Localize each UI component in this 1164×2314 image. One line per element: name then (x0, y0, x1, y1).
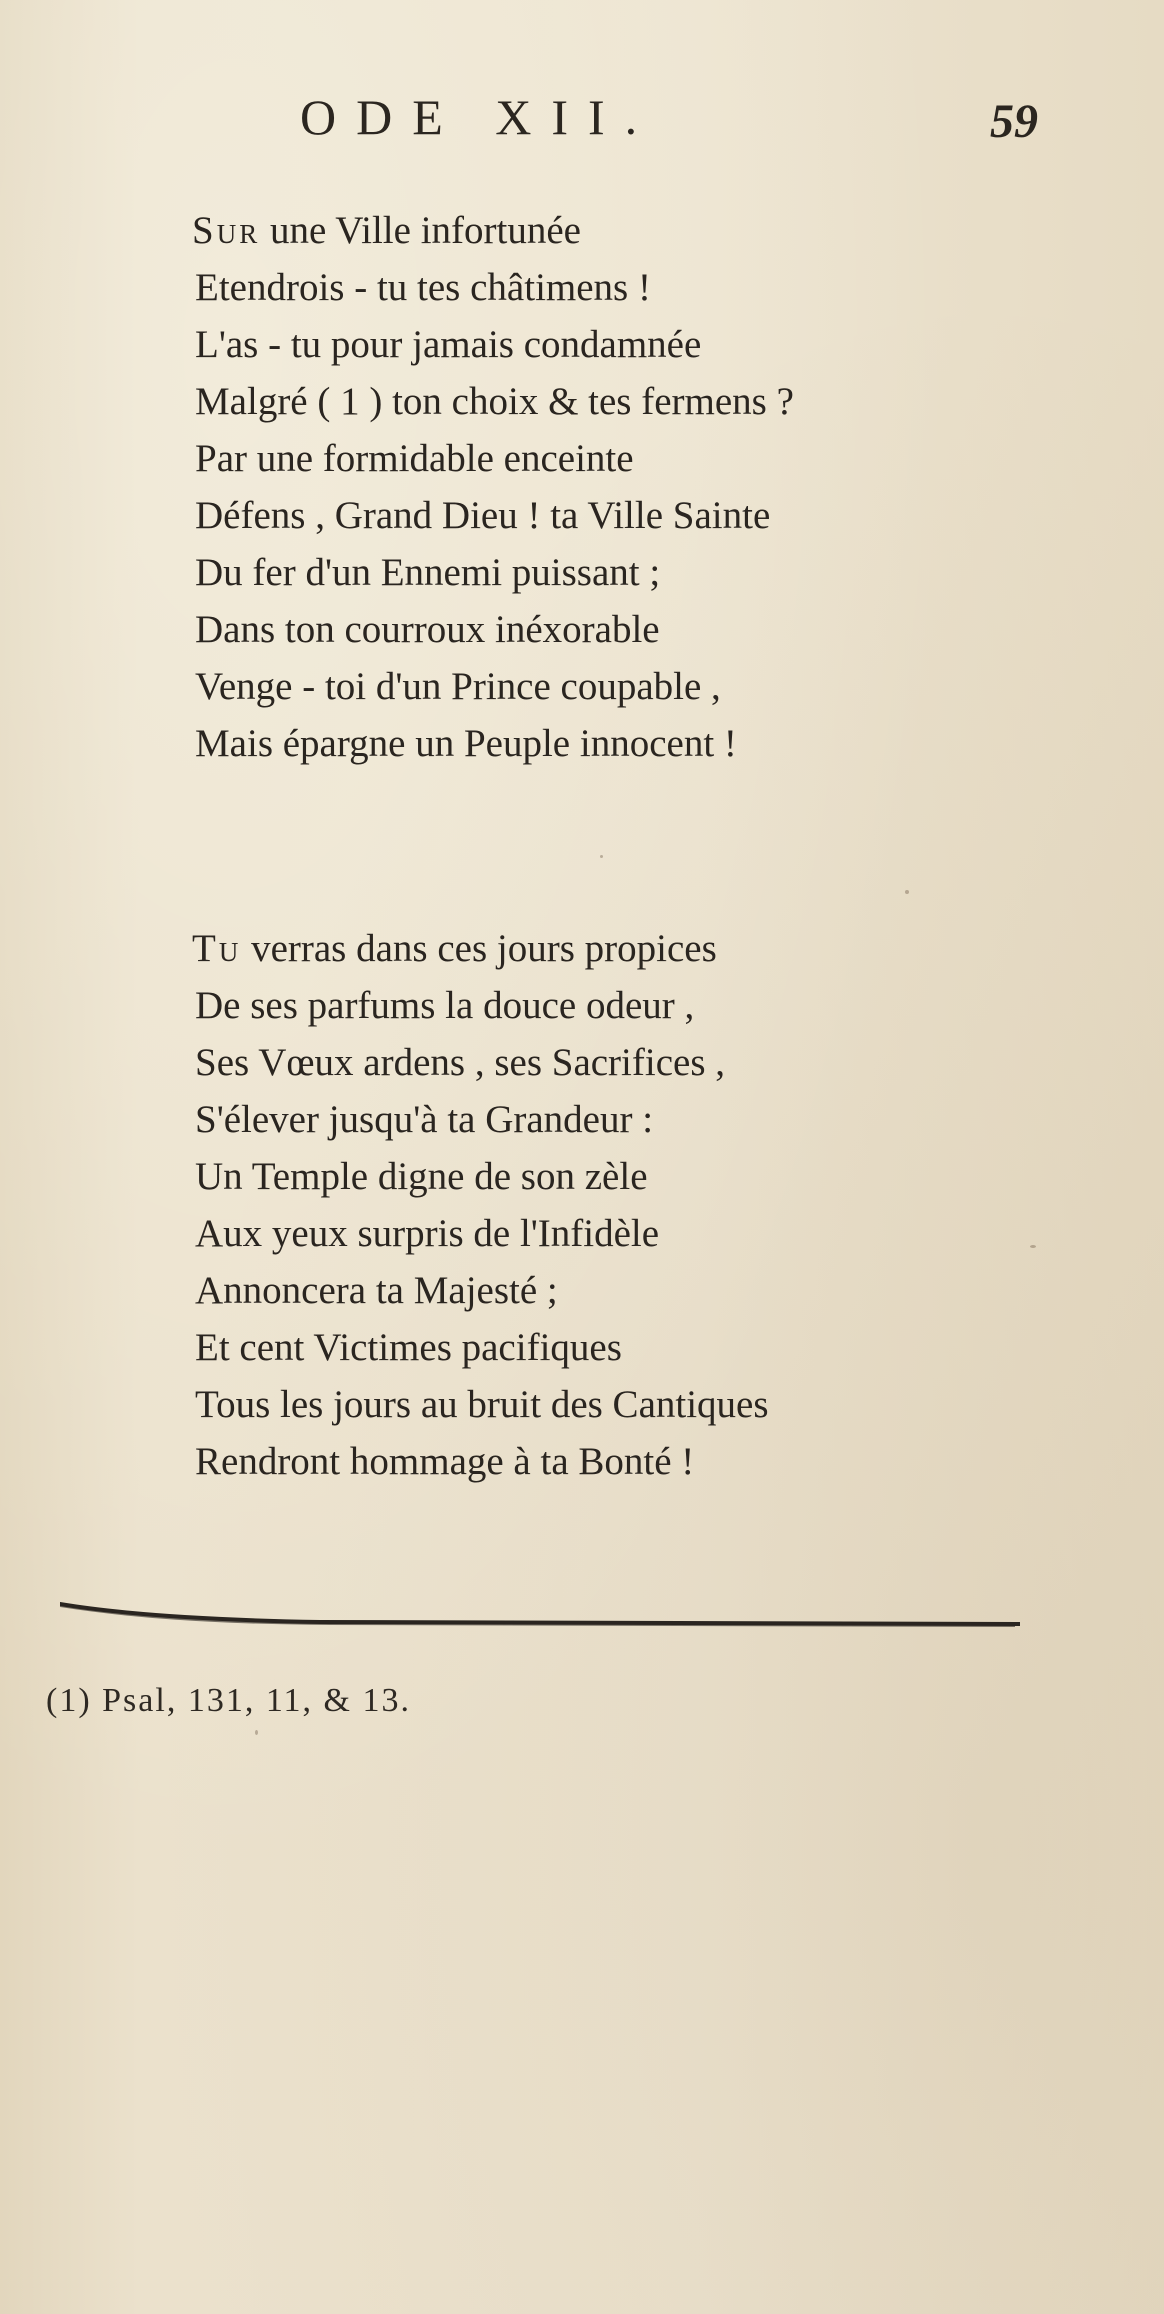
running-title: ODE XII. (300, 89, 658, 145)
verse-line: Tous les jours au bruit des Cantiques (195, 1383, 769, 1426)
verse-line: Du fer d'un Ennemi puissant ; (195, 551, 661, 594)
verse-line (0, 202, 1164, 259)
footnote: (1) Psal, 131, 11, & 13. (46, 1682, 412, 1719)
page-header (0, 88, 1164, 168)
verse-line: Un Temple digne de son zèle (195, 1155, 648, 1198)
footnote-rule (60, 1600, 1020, 1630)
verse-line: L'as - tu pour jamais condamnée (195, 323, 702, 366)
verse-line: Par une formidable enceinte (195, 437, 634, 480)
verse-line: Malgré ( 1 ) ton choix & tes fermens ? (195, 380, 794, 423)
verse-line: S'élever jusqu'à ta Grandeur : (195, 1098, 654, 1141)
verse-line: Venge - toi d'un Prince coupable , (195, 665, 721, 708)
paper-speck (1030, 1245, 1036, 1248)
paper-speck (905, 890, 909, 894)
verse-line: Et cent Victimes pacifiques (195, 1326, 622, 1369)
verse-line: Etendrois - tu tes châtimens ! (195, 266, 651, 309)
verse-line (0, 920, 1164, 977)
page-number: 59 (990, 95, 1038, 148)
verse-text: une Ville infortunée (269, 209, 581, 252)
verse-line: De ses parfums la douce odeur , (195, 984, 695, 1027)
stanza-lead-word: Tu (192, 927, 242, 970)
stanza-2 (0, 920, 1164, 1490)
paper-speck (600, 855, 603, 858)
verse-line: Ses Vœux ardens , ses Sacrifices , (195, 1041, 726, 1084)
stanza-lead-word: Sur (192, 209, 261, 252)
verse-line: Mais épargne un Peuple innocent ! (195, 722, 737, 765)
verse-line: Défens , Grand Dieu ! ta Ville Sainte (195, 494, 771, 537)
verse-line: Dans ton courroux inéxorable (195, 608, 660, 651)
verse-text: verras dans ces jours propices (251, 927, 717, 970)
verse-line: Annoncera ta Majesté ; (195, 1269, 558, 1312)
stanza-1 (0, 202, 1164, 772)
verse-line: Rendront hommage à ta Bonté ! (195, 1440, 695, 1483)
paper-speck (255, 1730, 258, 1735)
verse-line: Aux yeux surpris de l'Infidèle (195, 1212, 660, 1255)
